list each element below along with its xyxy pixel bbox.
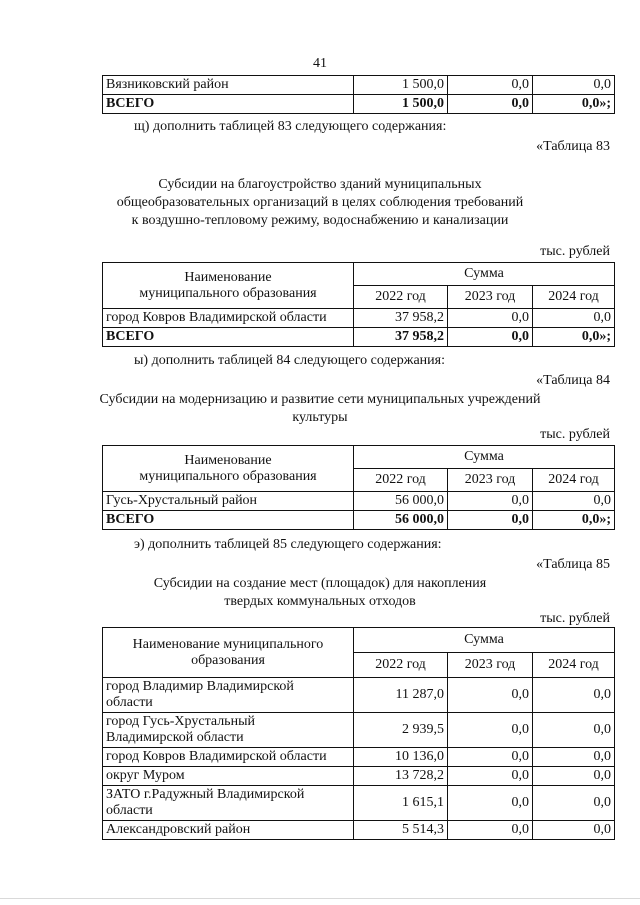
value-2022: 2 939,5 [354,713,448,748]
row-name: город Ковров Владимирской области [103,309,354,328]
table-84 [102,445,615,530]
year-2022-header: 2022 год [354,653,448,678]
year-2023-header: 2023 год [448,469,533,492]
name-header: Наименование муниципального образования [103,263,354,309]
value-2022: 5 514,3 [354,821,448,840]
table-84-title [0,391,640,427]
row-name: ЗАТО г.Радужный Владимирской области [103,786,354,821]
value-2024: 0,0 [533,713,615,748]
value-2022: 13 728,2 [354,767,448,786]
title-line: культуры [292,410,348,425]
total-2024: 0,0»; [533,95,615,114]
table-row [103,492,615,511]
title-line: Субсидии на модернизацию и развитие сети муниципальных учреждений [99,392,541,407]
value-2024: 0,0 [533,678,615,713]
value-2024: 0,0 [533,786,615,821]
total-2024: 0,0»; [533,328,615,347]
amendment-84: ы) дополнить таблицей 84 следующего содержания: [134,353,445,368]
row-name: Гусь-Хрустальный район [103,492,354,511]
unit-label: тыс. рублей [540,244,610,259]
scan-edge-line [0,898,640,899]
header-row [103,628,615,653]
value-2023: 0,0 [448,767,533,786]
total-2023: 0,0 [448,328,533,347]
value-2024: 0,0 [533,748,615,767]
table-row [103,748,615,767]
sum-header: Сумма [354,446,615,469]
value-2023: 0,0 [448,786,533,821]
total-2022: 56 000,0 [354,511,448,530]
total-label: ВСЕГО [103,328,354,347]
value-2024: 0,0 [533,76,615,95]
value-2023: 0,0 [448,713,533,748]
table-85-label: «Таблица 85 [536,557,610,572]
table-row [103,821,615,840]
name-header: Наименование муниципального образования [103,628,354,678]
title-line: Субсидии на благоустройство зданий муниципальных [158,177,482,192]
total-2022: 37 958,2 [354,328,448,347]
total-2022: 1 500,0 [354,95,448,114]
row-name: Александровский район [103,821,354,840]
header-row [103,263,615,286]
value-2023: 0,0 [448,492,533,511]
table-84-label: «Таблица 84 [536,373,610,388]
unit-label: тыс. рублей [540,611,610,626]
title-line: общеобразовательных организаций в целях соблюдения требований [116,195,524,210]
value-2022: 10 136,0 [354,748,448,767]
value-2022: 56 000,0 [354,492,448,511]
table-row [103,76,615,95]
table-row [103,713,615,748]
year-2023-header: 2023 год [448,286,533,309]
unit-label: тыс. рублей [540,427,610,442]
total-row [103,95,615,114]
value-2023: 0,0 [448,309,533,328]
total-2023: 0,0 [448,95,533,114]
value-2022: 11 287,0 [354,678,448,713]
sum-header: Сумма [354,628,615,653]
table-85 [102,627,615,840]
total-label: ВСЕГО [103,511,354,530]
row-name: город Владимир Владимирской области [103,678,354,713]
row-name: Вязниковский район [103,76,354,95]
value-2024: 0,0 [533,767,615,786]
title-line: Субсидии на создание мест (площадок) для накопления [153,576,487,591]
table-row [103,678,615,713]
row-name: округ Муром [103,767,354,786]
table-83-label: «Таблица 83 [536,139,610,154]
title-line: к воздушно-тепловому режиму, водоснабжению и канализации [131,213,509,228]
year-2024-header: 2024 год [533,286,615,309]
table-83 [102,262,615,347]
year-2022-header: 2022 год [354,469,448,492]
table-82-tail [102,75,615,114]
row-name: город Гусь-Хрустальный Владимирской области [103,713,354,748]
amendment-85: э) дополнить таблицей 85 следующего содержания: [134,537,442,552]
value-2023: 0,0 [448,678,533,713]
sum-header: Сумма [354,263,615,286]
value-2024: 0,0 [533,309,615,328]
table-row [103,309,615,328]
table-83-title [0,176,640,230]
table-row [103,786,615,821]
title-line: твердых коммунальных отходов [224,594,416,609]
total-label: ВСЕГО [103,95,354,114]
year-2024-header: 2024 год [533,469,615,492]
value-2022: 37 958,2 [354,309,448,328]
total-2023: 0,0 [448,511,533,530]
value-2023: 0,0 [448,748,533,767]
amendment-83: щ) дополнить таблицей 83 следующего содержания: [134,119,447,134]
year-2023-header: 2023 год [448,653,533,678]
table-85-title [0,575,640,611]
header-row [103,446,615,469]
value-2023: 0,0 [448,821,533,840]
value-2022: 1 500,0 [354,76,448,95]
total-2024: 0,0»; [533,511,615,530]
value-2022: 1 615,1 [354,786,448,821]
value-2023: 0,0 [448,76,533,95]
year-2022-header: 2022 год [354,286,448,309]
value-2024: 0,0 [533,492,615,511]
total-row [103,511,615,530]
table-row [103,767,615,786]
value-2024: 0,0 [533,821,615,840]
total-row [103,328,615,347]
page-number: 41 [313,56,327,71]
row-name: город Ковров Владимирской области [103,748,354,767]
year-2024-header: 2024 год [533,653,615,678]
name-header: Наименование муниципального образования [103,446,354,492]
